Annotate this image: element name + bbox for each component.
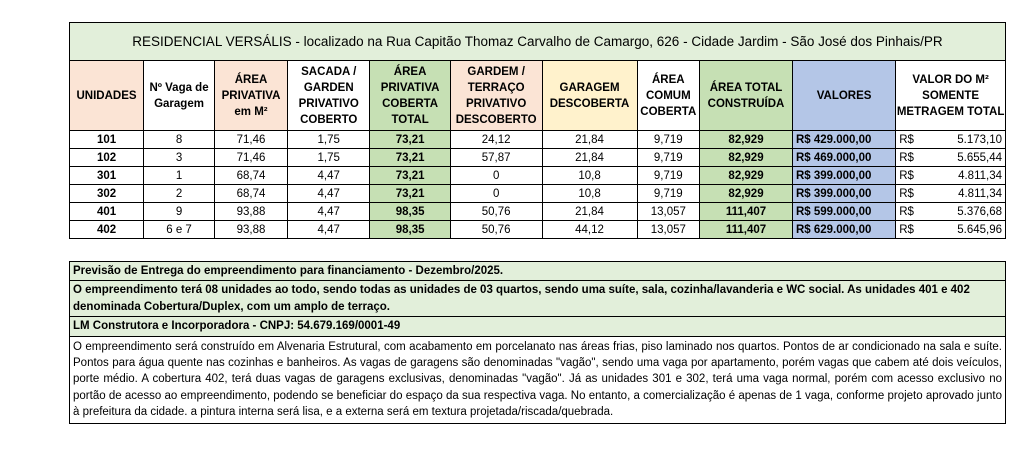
valor-cell: R$ 399.000,00 bbox=[792, 167, 895, 185]
garagem-cell: 44,12 bbox=[542, 221, 637, 239]
unit-cell: 302 bbox=[70, 185, 144, 203]
valor-m2-amount: 5.173,10 bbox=[957, 133, 1002, 146]
valor-cell: R$ 629.000,00 bbox=[792, 221, 895, 239]
sacada-cell: 1,75 bbox=[288, 149, 370, 167]
area-privativa-cell: 93,88 bbox=[215, 221, 288, 239]
valor-m2-cell bbox=[896, 149, 1006, 167]
area-comum-cell: 9,719 bbox=[637, 149, 700, 167]
header-valores: VALORES bbox=[792, 61, 895, 131]
garagem-cell: 21,84 bbox=[542, 149, 637, 167]
table-row bbox=[70, 185, 1006, 203]
valor-m2-cell bbox=[896, 203, 1006, 221]
vaga-cell: 6 e 7 bbox=[144, 221, 215, 239]
area-total-cell: 82,929 bbox=[700, 167, 793, 185]
currency-symbol: R$ bbox=[899, 169, 914, 182]
header-area-coberta: ÁREA PRIVATIVA COBERTA TOTAL bbox=[370, 61, 450, 131]
valor-cell: R$ 399.000,00 bbox=[792, 185, 895, 203]
header-gardem: GARDEM / TERRAÇO PRIVATIVO DESCOBERTO bbox=[450, 61, 542, 131]
header-sacada: SACADA / GARDEN PRIVATIVO COBERTO bbox=[288, 61, 370, 131]
header-area-comum: ÁREA COMUM COBERTA bbox=[637, 61, 700, 131]
vaga-cell: 8 bbox=[144, 131, 215, 149]
gardem-cell: 50,76 bbox=[450, 221, 542, 239]
vaga-cell: 3 bbox=[144, 149, 215, 167]
vaga-cell: 1 bbox=[144, 167, 215, 185]
area-coberta-cell: 98,35 bbox=[370, 203, 450, 221]
currency-symbol: R$ bbox=[899, 151, 914, 164]
units-table bbox=[69, 22, 1006, 239]
area-coberta-cell: 73,21 bbox=[370, 149, 450, 167]
unit-cell: 301 bbox=[70, 167, 144, 185]
area-coberta-cell: 73,21 bbox=[370, 167, 450, 185]
currency-symbol: R$ bbox=[899, 133, 914, 146]
unit-cell: 101 bbox=[70, 131, 144, 149]
area-privativa-cell: 68,74 bbox=[215, 167, 288, 185]
valor-m2-amount: 5.655,44 bbox=[957, 151, 1002, 164]
sacada-cell: 4,47 bbox=[288, 185, 370, 203]
garagem-cell: 21,84 bbox=[542, 131, 637, 149]
sacada-cell: 4,47 bbox=[288, 221, 370, 239]
garagem-cell: 21,84 bbox=[542, 203, 637, 221]
area-total-cell: 82,929 bbox=[700, 149, 793, 167]
area-total-cell: 82,929 bbox=[700, 131, 793, 149]
valor-m2-cell bbox=[896, 185, 1006, 203]
vaga-cell: 9 bbox=[144, 203, 215, 221]
area-coberta-cell: 73,21 bbox=[370, 185, 450, 203]
valor-m2-amount: 4.811,34 bbox=[958, 169, 1002, 182]
sacada-cell: 1,75 bbox=[288, 131, 370, 149]
valor-m2-cell bbox=[896, 167, 1006, 185]
area-privativa-cell: 68,74 bbox=[215, 185, 288, 203]
valor-cell: R$ 429.000,00 bbox=[792, 131, 895, 149]
area-coberta-cell: 73,21 bbox=[370, 131, 450, 149]
header-vaga: Nº Vaga de Garagem bbox=[144, 61, 215, 131]
header-unidades: UNIDADES bbox=[70, 61, 144, 131]
garagem-cell: 10,8 bbox=[542, 167, 637, 185]
valor-cell: R$ 599.000,00 bbox=[792, 203, 895, 221]
header-valor-m2: VALOR DO M² SOMENTE METRAGEM TOTAL bbox=[896, 61, 1006, 131]
currency-symbol: R$ bbox=[899, 223, 914, 236]
area-total-cell: 82,929 bbox=[700, 185, 793, 203]
table-row bbox=[70, 131, 1006, 149]
header-garagem: GARAGEM DESCOBERTA bbox=[542, 61, 637, 131]
valor-m2-amount: 4.811,34 bbox=[958, 187, 1002, 200]
valor-m2-amount: 5.645,96 bbox=[957, 223, 1002, 236]
area-comum-cell: 13,057 bbox=[637, 221, 700, 239]
currency-symbol: R$ bbox=[899, 187, 914, 200]
vaga-cell: 2 bbox=[144, 185, 215, 203]
notes-table bbox=[69, 261, 1006, 424]
header-area-privativa: ÁREA PRIVATIVA em M² bbox=[215, 61, 288, 131]
table-row bbox=[70, 167, 1006, 185]
header-area-total: ÁREA TOTAL CONSTRUÍDA bbox=[700, 61, 793, 131]
garagem-cell: 10,8 bbox=[542, 185, 637, 203]
table-row bbox=[70, 149, 1006, 167]
valor-m2-cell bbox=[896, 221, 1006, 239]
gardem-cell: 0 bbox=[450, 185, 542, 203]
unit-cell: 402 bbox=[70, 221, 144, 239]
area-comum-cell: 9,719 bbox=[637, 185, 700, 203]
unit-cell: 401 bbox=[70, 203, 144, 221]
table-row bbox=[70, 221, 1006, 239]
delivery-note: Previsão de Entrega do empreendimento para financiamento - Dezembro/2025. bbox=[70, 262, 1006, 281]
table-title: RESIDENCIAL VERSÁLIS - localizado na Rua Capitão Thomaz Carvalho de Camargo, 626 - Cidade Jardim - São José dos Pinhais/PR bbox=[70, 23, 1006, 61]
area-privativa-cell: 71,46 bbox=[215, 149, 288, 167]
gardem-cell: 24,12 bbox=[450, 131, 542, 149]
description-note: O empreendimento será construído em Alvenaria Estrutural, com acabamento em porcelanato nas áreas frias, piso laminado nos quartos. Pontos de ar condicionado na sala e suíte. Pontos para água quente nas cozinhas e banheiros. As vagas de garagens são denominadas "vagão", sendo uma vaga por apartamento, porém vagas que cabem até dois veículos, porte médio. A cobertura 402, terá duas vagas de garagens exclusivas, denominadas "vagão". Já as unidades 301 e 302, terá uma vaga normal, porém com acesso exclusivo no portão de acesso ao empreendimento, podendo se beneficiar do espaço da sua respectiva vaga. No entanto, a comercialização é apenas de 1 vaga, conforme projeto aprovado junto à prefeitura da cidade. a pintura interna será lisa, e a externa será em textura projetada/riscada/quebrada. bbox=[70, 336, 1006, 423]
gardem-cell: 57,87 bbox=[450, 149, 542, 167]
table-row bbox=[70, 203, 1006, 221]
units-note: O empreendimento terá 08 unidades ao todo, sendo todas as unidades de 03 quartos, sendo uma suíte, sala, cozinha/lavanderia e WC social. As unidades 401 e 402 denominada Cobertura/Duplex, com um amplo de terraço. bbox=[70, 281, 1006, 317]
sacada-cell: 4,47 bbox=[288, 203, 370, 221]
area-privativa-cell: 93,88 bbox=[215, 203, 288, 221]
area-comum-cell: 9,719 bbox=[637, 131, 700, 149]
unit-cell: 102 bbox=[70, 149, 144, 167]
area-privativa-cell: 71,46 bbox=[215, 131, 288, 149]
sacada-cell: 4,47 bbox=[288, 167, 370, 185]
area-total-cell: 111,407 bbox=[700, 203, 793, 221]
gardem-cell: 0 bbox=[450, 167, 542, 185]
area-coberta-cell: 98,35 bbox=[370, 221, 450, 239]
area-comum-cell: 9,719 bbox=[637, 167, 700, 185]
valor-m2-amount: 5.376,68 bbox=[957, 205, 1002, 218]
area-total-cell: 111,407 bbox=[700, 221, 793, 239]
valor-m2-cell bbox=[896, 131, 1006, 149]
builder-note: LM Construtora e Incorporadora - CNPJ: 54.679.169/0001-49 bbox=[70, 317, 1006, 336]
area-comum-cell: 13,057 bbox=[637, 203, 700, 221]
header-row bbox=[70, 61, 1006, 131]
valor-cell: R$ 469.000,00 bbox=[792, 149, 895, 167]
gardem-cell: 50,76 bbox=[450, 203, 542, 221]
currency-symbol: R$ bbox=[899, 205, 914, 218]
